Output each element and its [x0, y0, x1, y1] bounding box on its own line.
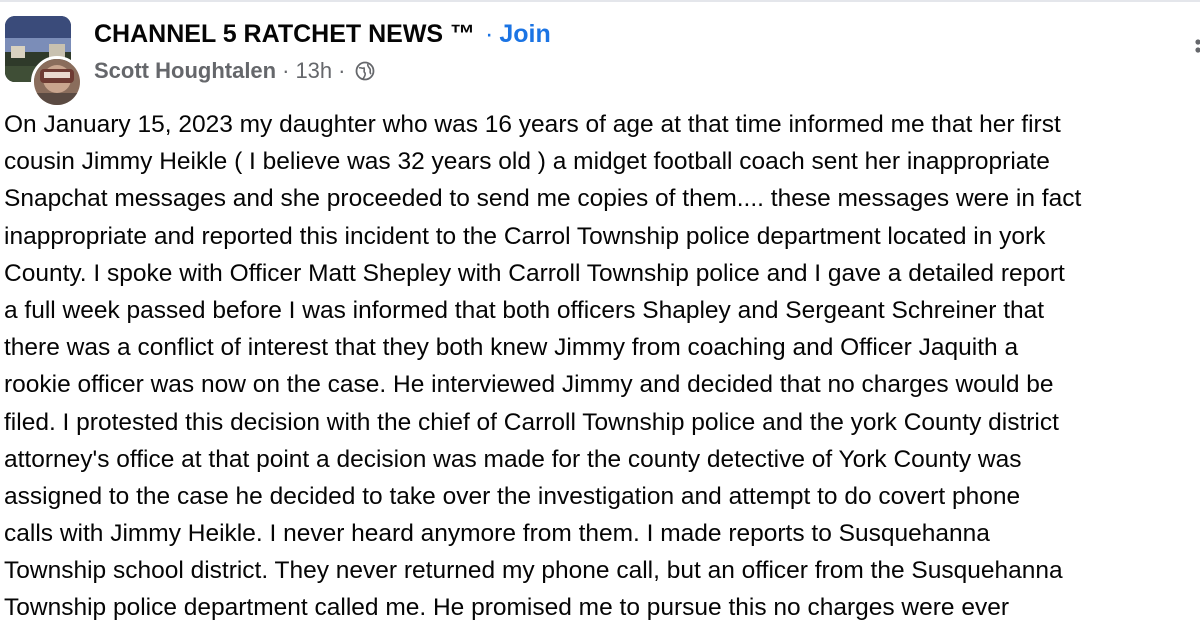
- group-name-link[interactable]: CHANNEL 5 RATCHET NEWS ™: [94, 19, 476, 48]
- author-avatar[interactable]: [31, 56, 83, 108]
- post-text-line: filed. I protested this decision with the chief of Carroll Township police and the york County district: [4, 408, 1059, 436]
- post-text-line: a full week passed before I was informed that both officers Shapley and Sergeant Schreiner that: [4, 296, 1045, 324]
- post-title-line: [94, 18, 551, 50]
- post-text-line: there was a conflict of interest that they both knew Jimmy from coaching and Officer Jaquith a: [4, 334, 1019, 362]
- post-text-line: calls with Jimmy Heikle. I never heard anymore from them. I made reports to Susquehanna: [4, 520, 990, 548]
- post-text-line: rookie officer was now on the case. He interviewed Jimmy and decided that no charges would be: [4, 371, 1054, 399]
- group-avatar[interactable]: [5, 16, 71, 82]
- title-separator: ·: [485, 19, 494, 48]
- globe-icon: [355, 61, 375, 81]
- more-options-icon[interactable]: [1190, 38, 1200, 62]
- post-text-line: On January 15, 2023 my daughter who was 16 years of age at that time informed me that her first: [4, 111, 1061, 138]
- post-text-line: Township police department called me. He promised me to pursue this no charges were ever: [4, 594, 1010, 622]
- meta-separator: ·: [282, 58, 290, 83]
- post-text-line: inappropriate and reported this incident to the Carrol Township police department located in york: [4, 222, 1046, 250]
- post-body-text: [4, 106, 1200, 627]
- meta-separator-2: ·: [338, 58, 346, 83]
- post-text-line: cousin Jimmy Heikle ( I believe was 32 years old ) a midget football coach sent her inappropriate: [4, 148, 1050, 176]
- post-meta: [94, 56, 375, 86]
- join-button[interactable]: Join: [499, 19, 551, 48]
- author-name-link[interactable]: Scott Houghtalen: [94, 58, 277, 83]
- post-timestamp[interactable]: 13h: [295, 58, 333, 83]
- post-text-line: Snapchat messages and she proceeded to send me copies of them.... these messages were in fact: [4, 185, 1082, 213]
- post-header: [0, 0, 1200, 100]
- post-text-line: assigned to the case he decided to take over the investigation and attempt to do covert phone: [4, 482, 1021, 510]
- post-text-line: County. I spoke with Officer Matt Shepley with Carroll Township police and I gave a detailed report: [4, 259, 1065, 287]
- post-text-line: Township school district. They never returned my phone call, but an officer from the Susquehanna: [4, 557, 1063, 585]
- post-text-line: attorney's office at that point a decision was made for the county detective of York County was: [4, 445, 1022, 473]
